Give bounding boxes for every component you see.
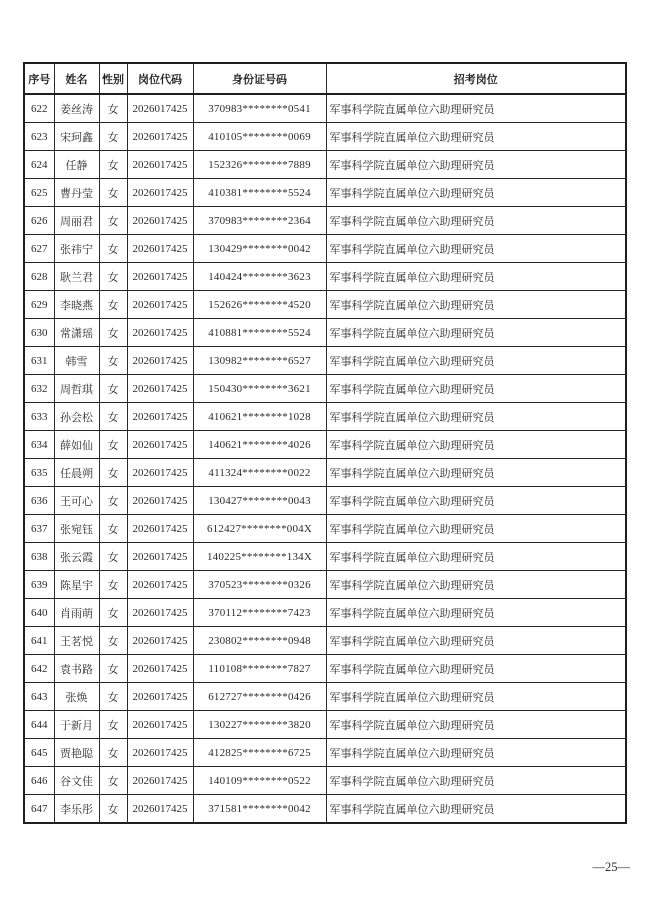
- table-header-row: [24, 63, 626, 94]
- cell-position-code: 2026017425: [127, 627, 193, 655]
- cell-id-number: 410105********0069: [193, 123, 326, 151]
- cell-name: 任静: [54, 151, 99, 179]
- cell-gender: 女: [99, 207, 127, 235]
- cell-recruitment-position: 军事科学院直属单位六助理研究员: [326, 431, 626, 459]
- cell-position-code: 2026017425: [127, 599, 193, 627]
- cell-recruitment-position: 军事科学院直属单位六助理研究员: [326, 543, 626, 571]
- table-row: [24, 235, 626, 263]
- cell-position-code: 2026017425: [127, 347, 193, 375]
- cell-id-number: 152326********7889: [193, 151, 326, 179]
- header-gender: 性别: [99, 63, 127, 94]
- table-row: [24, 655, 626, 683]
- cell-position-code: 2026017425: [127, 291, 193, 319]
- cell-serial-number: 623: [24, 123, 54, 151]
- cell-id-number: 150430********3621: [193, 375, 326, 403]
- table-row: [24, 291, 626, 319]
- cell-id-number: 370983********0541: [193, 94, 326, 123]
- cell-serial-number: 630: [24, 319, 54, 347]
- table-row: [24, 347, 626, 375]
- cell-id-number: 140424********3623: [193, 263, 326, 291]
- header-id-number: 身份证号码: [193, 63, 326, 94]
- table-row: [24, 207, 626, 235]
- cell-serial-number: 625: [24, 179, 54, 207]
- cell-position-code: 2026017425: [127, 655, 193, 683]
- cell-gender: 女: [99, 795, 127, 824]
- cell-serial-number: 634: [24, 431, 54, 459]
- table-row: [24, 179, 626, 207]
- recruitment-table-container: [23, 62, 627, 824]
- cell-gender: 女: [99, 543, 127, 571]
- cell-position-code: 2026017425: [127, 319, 193, 347]
- cell-name: 谷文佳: [54, 767, 99, 795]
- cell-position-code: 2026017425: [127, 263, 193, 291]
- cell-position-code: 2026017425: [127, 94, 193, 123]
- table-row: [24, 627, 626, 655]
- cell-id-number: 130227********3820: [193, 711, 326, 739]
- cell-name: 韩雪: [54, 347, 99, 375]
- cell-name: 李乐彤: [54, 795, 99, 824]
- table-row: [24, 711, 626, 739]
- cell-id-number: 412825********6725: [193, 739, 326, 767]
- cell-name: 袁书路: [54, 655, 99, 683]
- cell-position-code: 2026017425: [127, 375, 193, 403]
- cell-serial-number: 636: [24, 487, 54, 515]
- cell-position-code: 2026017425: [127, 431, 193, 459]
- cell-position-code: 2026017425: [127, 739, 193, 767]
- cell-id-number: 410621********1028: [193, 403, 326, 431]
- table-row: [24, 431, 626, 459]
- cell-gender: 女: [99, 431, 127, 459]
- cell-serial-number: 632: [24, 375, 54, 403]
- cell-serial-number: 637: [24, 515, 54, 543]
- cell-serial-number: 626: [24, 207, 54, 235]
- cell-gender: 女: [99, 319, 127, 347]
- cell-gender: 女: [99, 711, 127, 739]
- cell-position-code: 2026017425: [127, 459, 193, 487]
- cell-serial-number: 644: [24, 711, 54, 739]
- cell-gender: 女: [99, 94, 127, 123]
- cell-recruitment-position: 军事科学院直属单位六助理研究员: [326, 403, 626, 431]
- cell-recruitment-position: 军事科学院直属单位六助理研究员: [326, 375, 626, 403]
- cell-position-code: 2026017425: [127, 515, 193, 543]
- cell-name: 薛如仙: [54, 431, 99, 459]
- cell-serial-number: 622: [24, 94, 54, 123]
- cell-recruitment-position: 军事科学院直属单位六助理研究员: [326, 94, 626, 123]
- cell-name: 耿兰君: [54, 263, 99, 291]
- cell-recruitment-position: 军事科学院直属单位六助理研究员: [326, 627, 626, 655]
- cell-gender: 女: [99, 655, 127, 683]
- cell-name: 王茗悦: [54, 627, 99, 655]
- cell-serial-number: 624: [24, 151, 54, 179]
- cell-position-code: 2026017425: [127, 151, 193, 179]
- cell-gender: 女: [99, 123, 127, 151]
- cell-id-number: 140621********4026: [193, 431, 326, 459]
- cell-recruitment-position: 军事科学院直属单位六助理研究员: [326, 711, 626, 739]
- table-row: [24, 767, 626, 795]
- header-position-code: 岗位代码: [127, 63, 193, 94]
- cell-name: 张祎宁: [54, 235, 99, 263]
- cell-serial-number: 629: [24, 291, 54, 319]
- cell-id-number: 410881********5524: [193, 319, 326, 347]
- cell-serial-number: 643: [24, 683, 54, 711]
- cell-id-number: 152626********4520: [193, 291, 326, 319]
- cell-position-code: 2026017425: [127, 767, 193, 795]
- cell-name: 贾艳聪: [54, 739, 99, 767]
- header-name: 姓名: [54, 63, 99, 94]
- header-serial-number: 序号: [24, 63, 54, 94]
- cell-id-number: 140225********134X: [193, 543, 326, 571]
- cell-gender: 女: [99, 347, 127, 375]
- cell-recruitment-position: 军事科学院直属单位六助理研究员: [326, 795, 626, 824]
- cell-name: 陈星宇: [54, 571, 99, 599]
- cell-name: 姜丝涛: [54, 94, 99, 123]
- cell-recruitment-position: 军事科学院直属单位六助理研究员: [326, 571, 626, 599]
- cell-gender: 女: [99, 739, 127, 767]
- cell-recruitment-position: 军事科学院直属单位六助理研究员: [326, 319, 626, 347]
- cell-recruitment-position: 军事科学院直属单位六助理研究员: [326, 739, 626, 767]
- cell-gender: 女: [99, 291, 127, 319]
- table-body: [24, 94, 626, 823]
- cell-name: 肖雨萌: [54, 599, 99, 627]
- cell-serial-number: 639: [24, 571, 54, 599]
- cell-id-number: 130429********0042: [193, 235, 326, 263]
- cell-gender: 女: [99, 263, 127, 291]
- cell-id-number: 370983********2364: [193, 207, 326, 235]
- cell-id-number: 411324********0022: [193, 459, 326, 487]
- cell-recruitment-position: 军事科学院直属单位六助理研究员: [326, 291, 626, 319]
- recruitment-candidate-table: [23, 62, 627, 824]
- cell-position-code: 2026017425: [127, 571, 193, 599]
- cell-id-number: 110108********7827: [193, 655, 326, 683]
- table-row: [24, 319, 626, 347]
- cell-serial-number: 627: [24, 235, 54, 263]
- cell-name: 宋珂鑫: [54, 123, 99, 151]
- table-row: [24, 263, 626, 291]
- cell-recruitment-position: 军事科学院直属单位六助理研究员: [326, 459, 626, 487]
- table-row: [24, 375, 626, 403]
- cell-recruitment-position: 军事科学院直属单位六助理研究员: [326, 235, 626, 263]
- cell-recruitment-position: 军事科学院直属单位六助理研究员: [326, 487, 626, 515]
- cell-recruitment-position: 军事科学院直属单位六助理研究员: [326, 123, 626, 151]
- cell-serial-number: 638: [24, 543, 54, 571]
- page-number: —25—: [592, 860, 630, 874]
- cell-gender: 女: [99, 459, 127, 487]
- cell-serial-number: 633: [24, 403, 54, 431]
- cell-name: 于新月: [54, 711, 99, 739]
- cell-serial-number: 642: [24, 655, 54, 683]
- cell-recruitment-position: 军事科学院直属单位六助理研究员: [326, 207, 626, 235]
- table-row: [24, 739, 626, 767]
- cell-gender: 女: [99, 767, 127, 795]
- table-row: [24, 683, 626, 711]
- cell-name: 王可心: [54, 487, 99, 515]
- cell-recruitment-position: 军事科学院直属单位六助理研究员: [326, 347, 626, 375]
- table-header: [24, 63, 626, 94]
- table-row: [24, 487, 626, 515]
- cell-gender: 女: [99, 179, 127, 207]
- cell-gender: 女: [99, 683, 127, 711]
- cell-name: 周哲琪: [54, 375, 99, 403]
- cell-id-number: 410381********5524: [193, 179, 326, 207]
- cell-id-number: 370523********0326: [193, 571, 326, 599]
- cell-recruitment-position: 军事科学院直属单位六助理研究员: [326, 151, 626, 179]
- cell-position-code: 2026017425: [127, 123, 193, 151]
- cell-id-number: 230802********0948: [193, 627, 326, 655]
- table-row: [24, 123, 626, 151]
- cell-id-number: 371581********0042: [193, 795, 326, 824]
- cell-gender: 女: [99, 627, 127, 655]
- cell-name: 张焕: [54, 683, 99, 711]
- table-row: [24, 403, 626, 431]
- cell-id-number: 130427********0043: [193, 487, 326, 515]
- cell-name: 曹丹莹: [54, 179, 99, 207]
- cell-position-code: 2026017425: [127, 487, 193, 515]
- cell-recruitment-position: 军事科学院直属单位六助理研究员: [326, 655, 626, 683]
- table-row: [24, 571, 626, 599]
- cell-name: 常潇瑶: [54, 319, 99, 347]
- cell-serial-number: 647: [24, 795, 54, 824]
- cell-position-code: 2026017425: [127, 207, 193, 235]
- cell-name: 周丽君: [54, 207, 99, 235]
- cell-serial-number: 646: [24, 767, 54, 795]
- cell-serial-number: 631: [24, 347, 54, 375]
- cell-recruitment-position: 军事科学院直属单位六助理研究员: [326, 515, 626, 543]
- table-row: [24, 795, 626, 824]
- cell-gender: 女: [99, 375, 127, 403]
- cell-position-code: 2026017425: [127, 795, 193, 824]
- table-row: [24, 459, 626, 487]
- cell-id-number: 612427********004X: [193, 515, 326, 543]
- cell-position-code: 2026017425: [127, 683, 193, 711]
- cell-serial-number: 641: [24, 627, 54, 655]
- cell-position-code: 2026017425: [127, 403, 193, 431]
- cell-name: 张宛钰: [54, 515, 99, 543]
- cell-serial-number: 640: [24, 599, 54, 627]
- cell-gender: 女: [99, 487, 127, 515]
- cell-serial-number: 645: [24, 739, 54, 767]
- cell-id-number: 130982********6527: [193, 347, 326, 375]
- cell-name: 任晨朔: [54, 459, 99, 487]
- cell-recruitment-position: 军事科学院直属单位六助理研究员: [326, 767, 626, 795]
- cell-id-number: 370112********7423: [193, 599, 326, 627]
- cell-id-number: 140109********0522: [193, 767, 326, 795]
- table-row: [24, 543, 626, 571]
- cell-gender: 女: [99, 403, 127, 431]
- cell-recruitment-position: 军事科学院直属单位六助理研究员: [326, 683, 626, 711]
- cell-serial-number: 635: [24, 459, 54, 487]
- cell-name: 张云霞: [54, 543, 99, 571]
- cell-gender: 女: [99, 515, 127, 543]
- table-row: [24, 515, 626, 543]
- table-row: [24, 94, 626, 123]
- cell-recruitment-position: 军事科学院直属单位六助理研究员: [326, 599, 626, 627]
- cell-gender: 女: [99, 151, 127, 179]
- table-row: [24, 599, 626, 627]
- cell-position-code: 2026017425: [127, 711, 193, 739]
- cell-name: 孙会松: [54, 403, 99, 431]
- cell-position-code: 2026017425: [127, 235, 193, 263]
- cell-id-number: 612727********0426: [193, 683, 326, 711]
- cell-gender: 女: [99, 235, 127, 263]
- cell-gender: 女: [99, 599, 127, 627]
- cell-gender: 女: [99, 571, 127, 599]
- cell-name: 李晓燕: [54, 291, 99, 319]
- cell-position-code: 2026017425: [127, 543, 193, 571]
- cell-serial-number: 628: [24, 263, 54, 291]
- table-row: [24, 151, 626, 179]
- cell-recruitment-position: 军事科学院直属单位六助理研究员: [326, 263, 626, 291]
- header-recruitment-position: 招考岗位: [326, 63, 626, 94]
- cell-position-code: 2026017425: [127, 179, 193, 207]
- cell-recruitment-position: 军事科学院直属单位六助理研究员: [326, 179, 626, 207]
